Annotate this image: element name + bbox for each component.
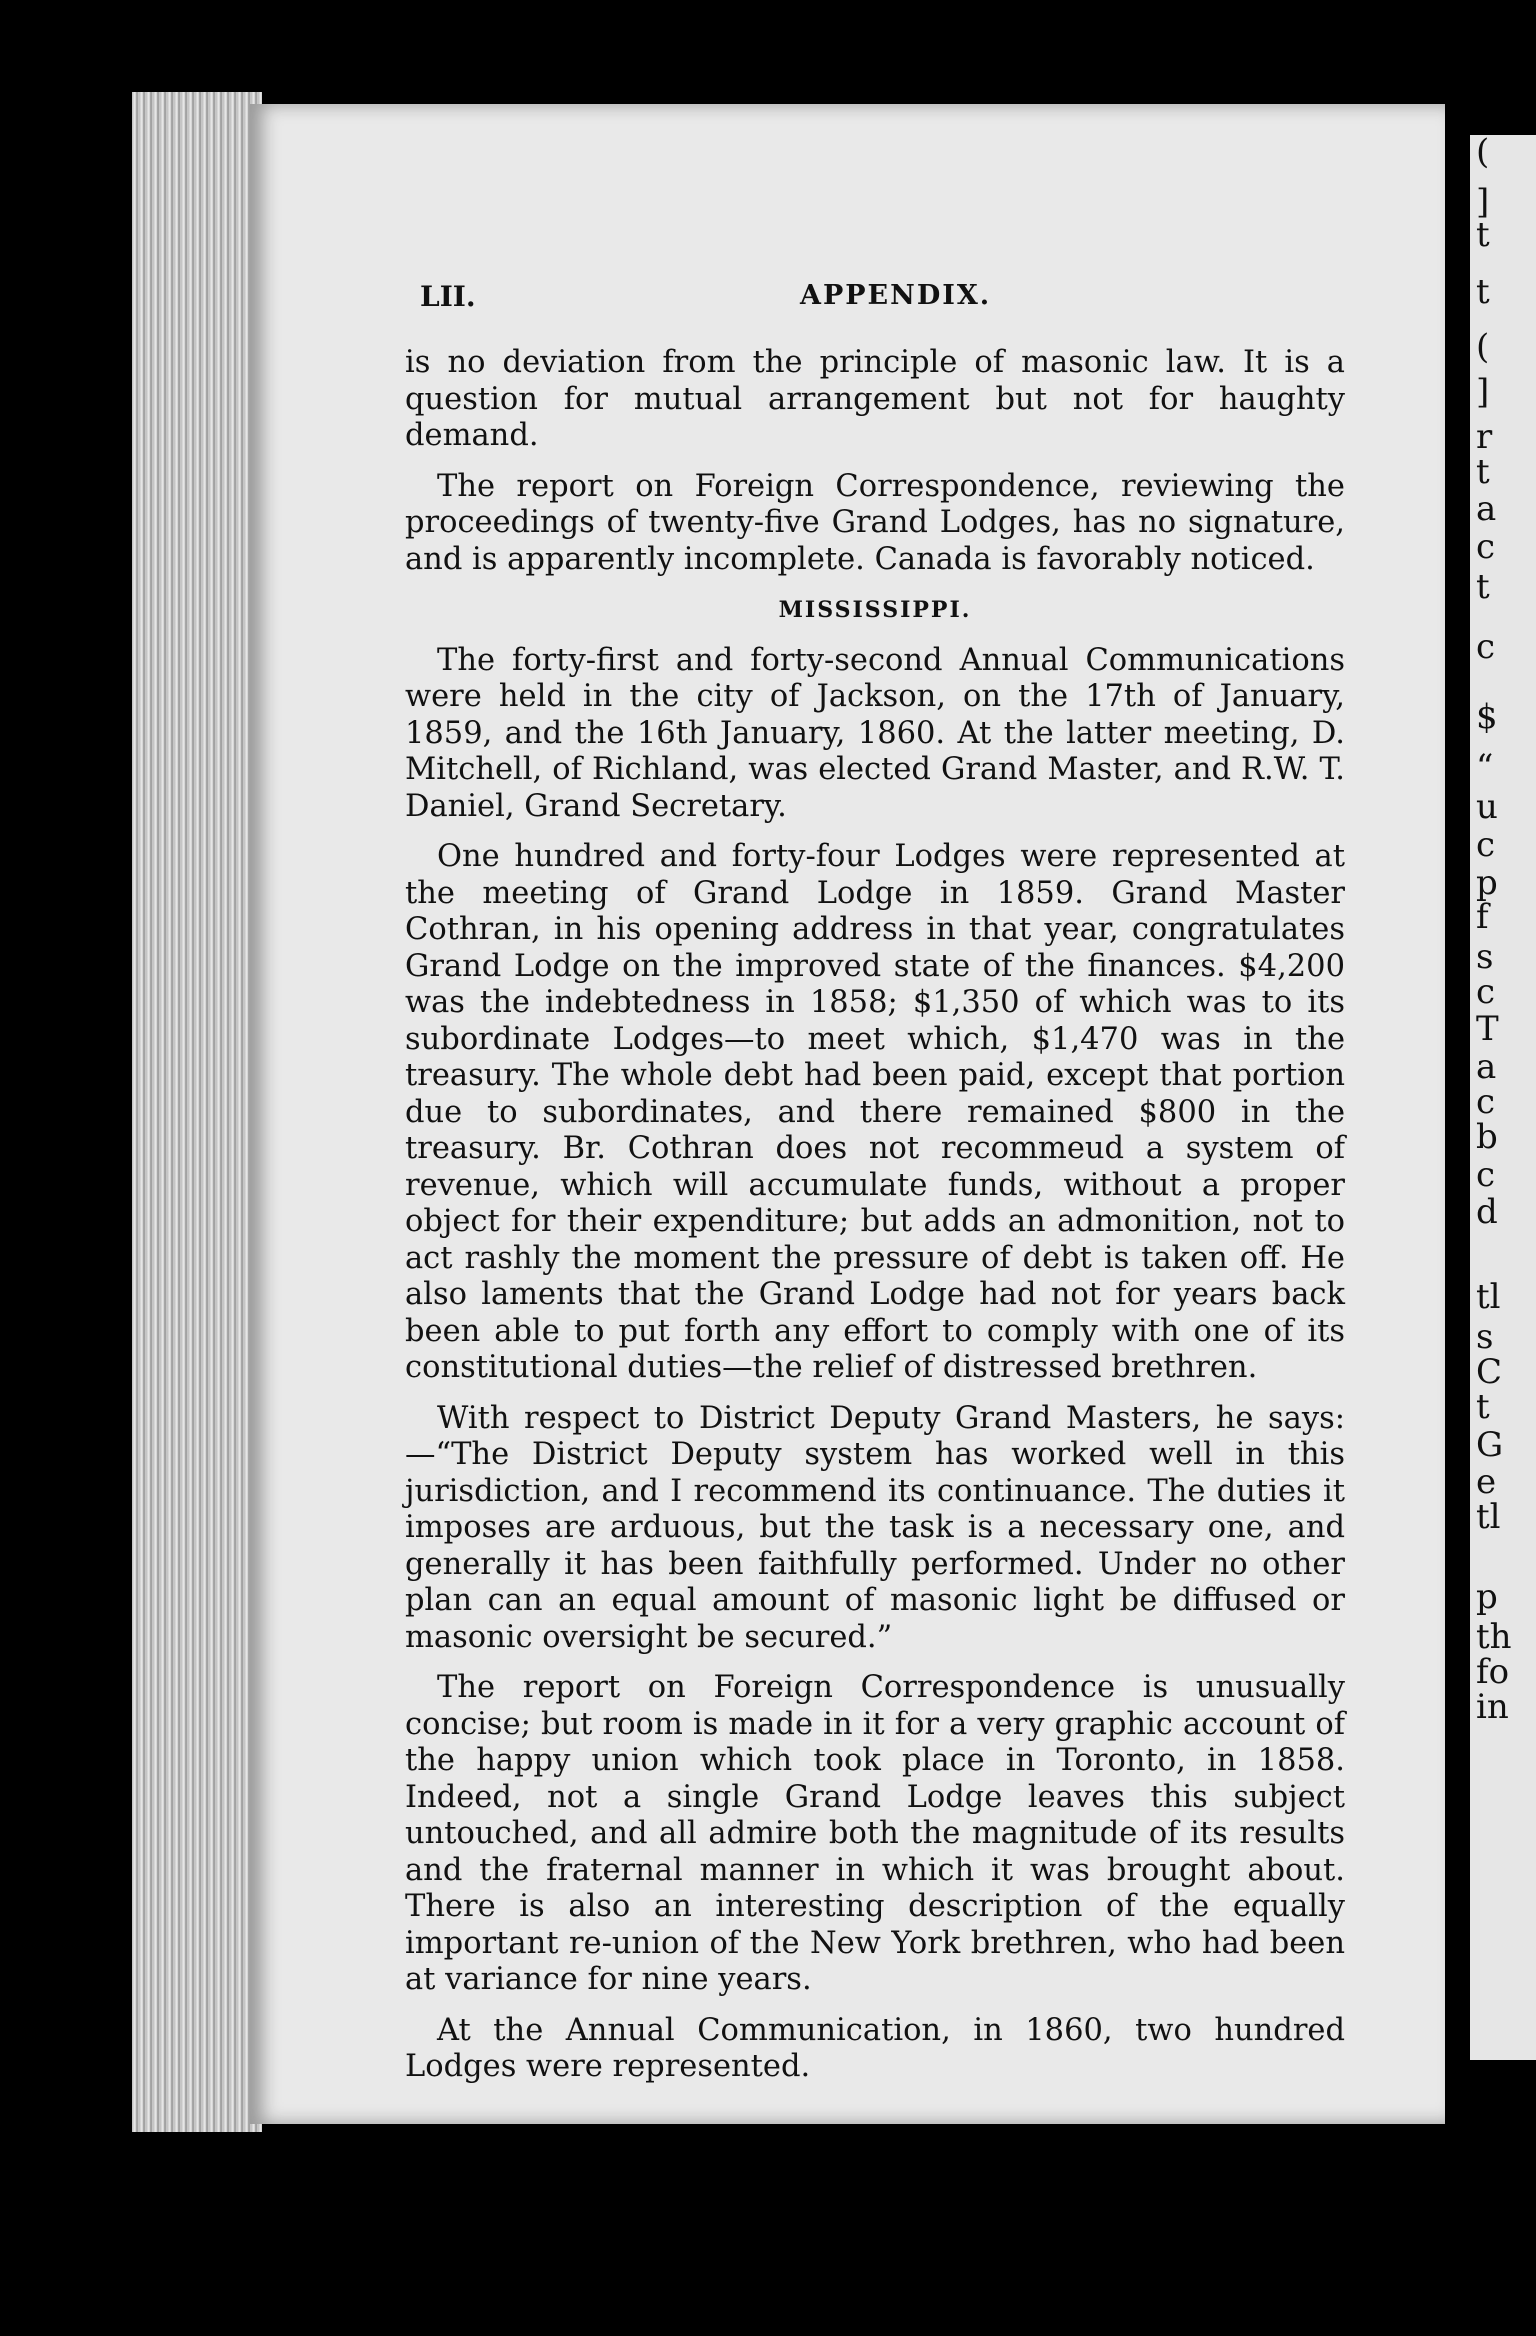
facing-page-fragment: $ (1476, 697, 1498, 737)
facing-page-fragment: u (1476, 787, 1498, 827)
facing-page-fragment: t (1476, 215, 1490, 255)
section-heading-mississippi: MISSISSIPPI. (778, 597, 972, 623)
paragraph-continuation: is no deviation from the principle of masonic law. It is a question for mutual arrangement but not for haughty demand. (405, 345, 1345, 453)
facing-page-fragment: fo (1476, 1652, 1510, 1692)
facing-page-fragment: p (1476, 863, 1498, 903)
facing-page-fragment: c (1476, 825, 1496, 865)
facing-page-fragment: tl (1476, 1497, 1501, 1537)
facing-page-fragment: ] (1476, 372, 1490, 412)
book-page-edges (132, 92, 262, 2132)
facing-page-fragment: in (1476, 1687, 1509, 1727)
facing-page-fragment: c (1476, 972, 1496, 1012)
facing-page-fragment: c (1476, 1155, 1496, 1195)
paragraph-foreign-correspondence-report: The report on Foreign Correspondence is unusually concise; but room is made in it for a very graphic account of the happy union which took place in Toronto, in 1858. Indeed, not a single Grand Lodge leaves this subject untouched, and all admire both the magnitude of its results and the fraternal manner in which it was brought about. There is also an interesting description of the equally important re-union of the New York brethren, who had been at variance for nine years. (405, 1670, 1345, 1997)
facing-page-fragment: t (1476, 567, 1490, 607)
facing-page-fragment: e (1476, 1462, 1497, 1502)
facing-page-fragment: f (1476, 897, 1489, 937)
page-body (405, 345, 1345, 2100)
facing-page-fragment: C (1476, 1352, 1503, 1392)
paragraph-lodges-represented: One hundred and forty-four Lodges were represented at the meeting of Grand Lodge in 1859. Grand Master Cothran, in his opening address in that year, congratulates Grand Lodge on the improved state of the finances. $4,200 was the indebtedness in 1858; $1,350 of which was to its subordinate Lodges—to meet which, $1,470 was in the treasury. The whole debt had been paid, except that portion due to subordinates, and there remained $800 in the treasury. Br. Cothran does not recommeud a system of revenue, which will accumulate funds, without a proper object for their expenditure; but adds an admonition, not to act rashly the moment the pressure of debt is taken off. He also laments that the Grand Lodge had not for years back been able to put forth any effort to comply with one of its constitutional duties—the relief of distressed brethren. (405, 839, 1345, 1385)
facing-page-fragment: T (1476, 1009, 1499, 1049)
facing-page-fragment: c (1476, 1082, 1496, 1122)
facing-page-fragment: t (1476, 272, 1490, 312)
facing-page-fragment: a (1476, 489, 1497, 529)
facing-page-fragment: G (1476, 1425, 1504, 1465)
page-number: LII. (420, 280, 476, 313)
facing-page-fragment: p (1476, 1577, 1498, 1617)
facing-page-fragment: b (1476, 1117, 1498, 1157)
facing-page-fragment: d (1476, 1192, 1498, 1232)
facing-page-fragment: th (1476, 1617, 1512, 1657)
paragraph-annual-communication-1860: At the Annual Communication, in 1860, two hundred Lodges were represented. (405, 2012, 1345, 2084)
facing-page-fragment: c (1476, 527, 1496, 567)
facing-page-fragment: s (1476, 937, 1494, 977)
facing-page-fragment: t (1476, 1387, 1490, 1427)
facing-page-fragment: ( (1476, 327, 1490, 367)
paragraph-foreign-correspondence: The report on Foreign Correspondence, reviewing the proceedings of twenty-five Grand Lodges, has no signature, and is apparently incomplete. Canada is favorably noticed. (405, 468, 1345, 577)
facing-page-edge (1470, 135, 1536, 2060)
facing-page-fragment: tl (1476, 1277, 1501, 1317)
paragraph-district-deputy: With respect to District Deputy Grand Masters, he says:—“The District Deputy system has worked well in this jurisdiction, and I recommend its continuance. The duties it imposes are arduous, but the task is a necessary one, and generally it has been faithfully performed. Under no other plan can an equal amount of masonic light be diffused or masonic oversight be secured.” (405, 1400, 1345, 1655)
facing-page-fragment: r (1476, 417, 1493, 457)
facing-page-fragment: a (1476, 1047, 1497, 1087)
facing-page-fragment: c (1476, 627, 1496, 667)
facing-page-fragment: ( (1476, 135, 1490, 172)
running-head: APPENDIX. (800, 280, 992, 311)
facing-page-fragment: “ (1476, 747, 1494, 787)
facing-page-fragment: s (1476, 1317, 1494, 1357)
paragraph-annual-communications: The forty-first and forty-second Annual Communications were held in the city of Jackson, on the 17th of January, 1859, and the 16th January, 1860. At the latter meeting, D. Mitchell, of Richland, was elected Grand Master, and R.W. T. Daniel, Grand Secretary. (405, 642, 1345, 824)
facing-page-fragment: ] (1476, 182, 1490, 222)
facing-page-fragment: t (1476, 452, 1490, 492)
